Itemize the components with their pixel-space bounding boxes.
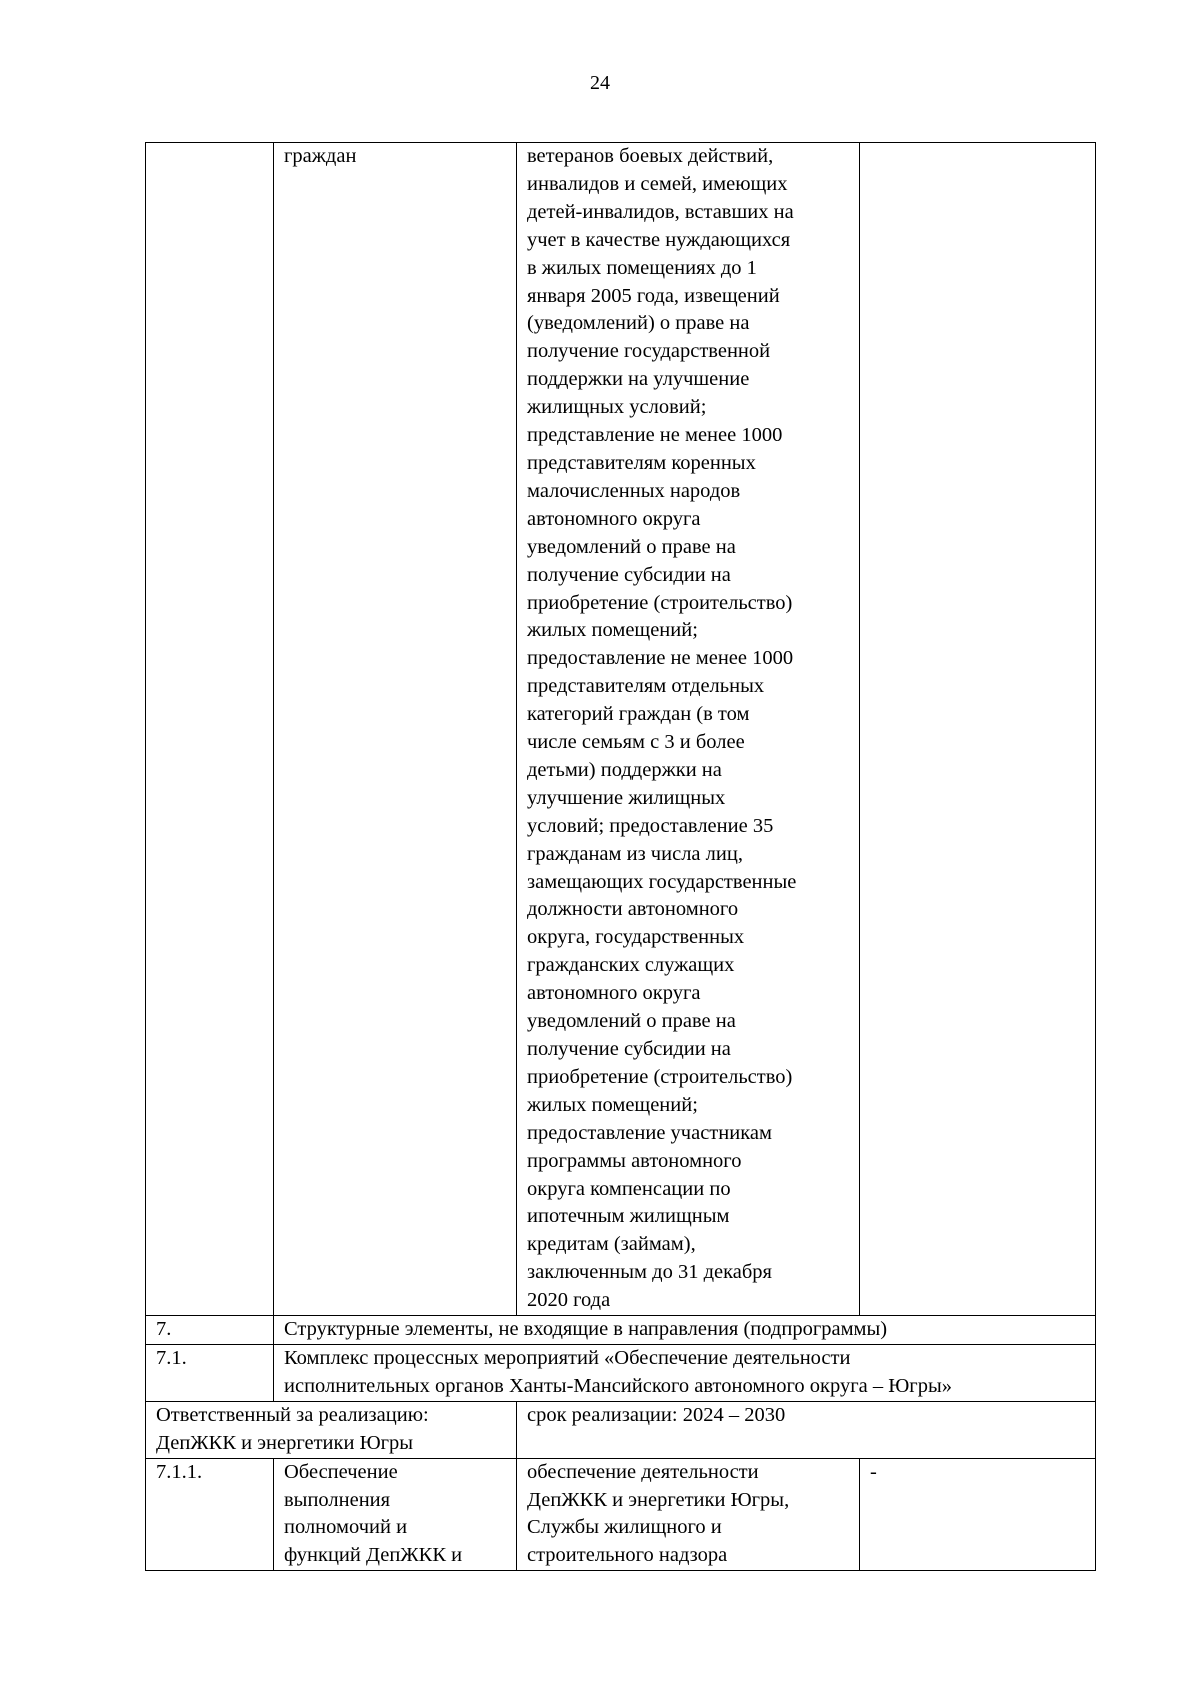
table-row: [146, 1344, 1096, 1401]
cell-line: детьми) поддержки на: [527, 758, 722, 781]
cell-line: автономного округа: [527, 982, 701, 1005]
cell-line: ДепЖКК и энергетики Югры,: [527, 1488, 790, 1511]
cell-line: строительного надзора: [527, 1544, 728, 1567]
cell-line: ветеранов боевых действий,: [527, 145, 774, 167]
row1-col3-cell: [517, 143, 860, 1316]
row5-col3-cell: [517, 1458, 860, 1571]
table-row: [146, 1458, 1096, 1571]
cell-line: категорий граждан (в том: [527, 703, 750, 726]
cell-line: автономного округа: [527, 507, 701, 530]
cell-line: детей-инвалидов, вставших на: [527, 200, 794, 223]
cell-line: малочисленных народов: [527, 479, 741, 502]
table-row: [146, 1316, 1096, 1345]
cell-line: гражданам из числа лиц,: [527, 842, 743, 865]
cell-line: ипотечным жилищным: [527, 1205, 730, 1228]
cell-line: учет в качестве нуждающихся: [527, 228, 791, 251]
cell-line: представление не менее 1000: [527, 424, 783, 447]
cell-line: заключенным до 31 декабря: [527, 1261, 772, 1284]
cell-line: выполнения: [284, 1488, 391, 1511]
cell-line: (уведомлений) о праве на: [527, 312, 750, 335]
cell-line: исполнительных органов Ханты-Мансийского автономного округа – Югры»: [284, 1374, 952, 1397]
cell-line: представителям коренных: [527, 451, 756, 474]
cell-line: января 2005 года, извещений: [527, 284, 780, 307]
page-number: 24: [590, 72, 610, 94]
cell-line: представителям отдельных: [527, 675, 765, 698]
row3-complex-title-cell: [274, 1344, 1096, 1401]
document-table: [145, 142, 1096, 1571]
row5-number-cell: 7.1.1.: [146, 1458, 274, 1571]
cell-line: инвалидов и семей, имеющих: [527, 172, 788, 195]
cell-line: Комплекс процессных мероприятий «Обеспечение деятельности: [284, 1346, 851, 1369]
cell-line: округа компенсации по: [527, 1177, 731, 1200]
row4-responsible-cell: [146, 1401, 517, 1458]
cell-line: кредитам (займам),: [527, 1233, 696, 1256]
row5-col4-cell: -: [860, 1458, 1096, 1571]
cell-line: получение субсидии на: [527, 1038, 731, 1060]
cell-line: жилых помещений;: [527, 1093, 698, 1116]
cell-line: получение субсидии на: [527, 563, 731, 586]
cell-line: замещающих государственные: [527, 870, 797, 893]
cell-line: Ответственный за реализацию:: [156, 1403, 429, 1426]
cell-line: предоставление участникам: [527, 1121, 772, 1144]
row3-number-cell: 7.1.: [146, 1344, 274, 1401]
cell-line: 2020 года: [527, 1289, 611, 1312]
cell-line: уведомлений о праве на: [527, 1010, 736, 1033]
cell-line: Службы жилищного и: [527, 1516, 722, 1539]
cell-line: числе семьям с 3 и более: [527, 731, 745, 754]
cell-line: должности автономного: [527, 898, 739, 921]
row1-col1-cell: [146, 143, 274, 1316]
cell-line: поддержки на улучшение: [527, 368, 750, 391]
cell-line: приобретение (строительство): [527, 1065, 793, 1088]
row2-section-title-cell: Структурные элементы, не входящие в направления (подпрограммы): [274, 1316, 1096, 1345]
row1-col4-cell: [860, 143, 1096, 1316]
cell-line: округа, государственных: [527, 926, 745, 949]
row1-col2-cell: граждан: [274, 143, 517, 1316]
cell-line: улучшение жилищных: [527, 786, 726, 809]
cell-line: полномочий и: [284, 1516, 408, 1539]
cell-line: ДепЖКК и энергетики Югры: [156, 1431, 414, 1454]
cell-line: гражданских служащих: [527, 954, 735, 977]
cell-line: получение государственной: [527, 340, 771, 363]
cell-line: обеспечение деятельности: [527, 1460, 759, 1483]
cell-line: программы автономного: [527, 1149, 742, 1172]
cell-line: предоставление не менее 1000: [527, 647, 794, 670]
cell-line: жилищных условий;: [527, 396, 707, 419]
cell-line: приобретение (строительство): [527, 591, 793, 614]
row4-term-cell: срок реализации: 2024 – 2030: [517, 1401, 1096, 1458]
cell-line: в жилых помещениях до 1: [527, 256, 757, 279]
row5-col2-cell: [274, 1458, 517, 1571]
cell-line: Обеспечение: [284, 1460, 398, 1483]
cell-line: жилых помещений;: [527, 619, 698, 642]
table-row: [146, 143, 1096, 1316]
table-row: [146, 1401, 1096, 1458]
cell-line: функций ДепЖКК и: [284, 1544, 463, 1567]
cell-line: уведомлений о праве на: [527, 535, 736, 558]
row2-number-cell: 7.: [146, 1316, 274, 1345]
cell-line: условий; предоставление 35: [527, 814, 774, 837]
